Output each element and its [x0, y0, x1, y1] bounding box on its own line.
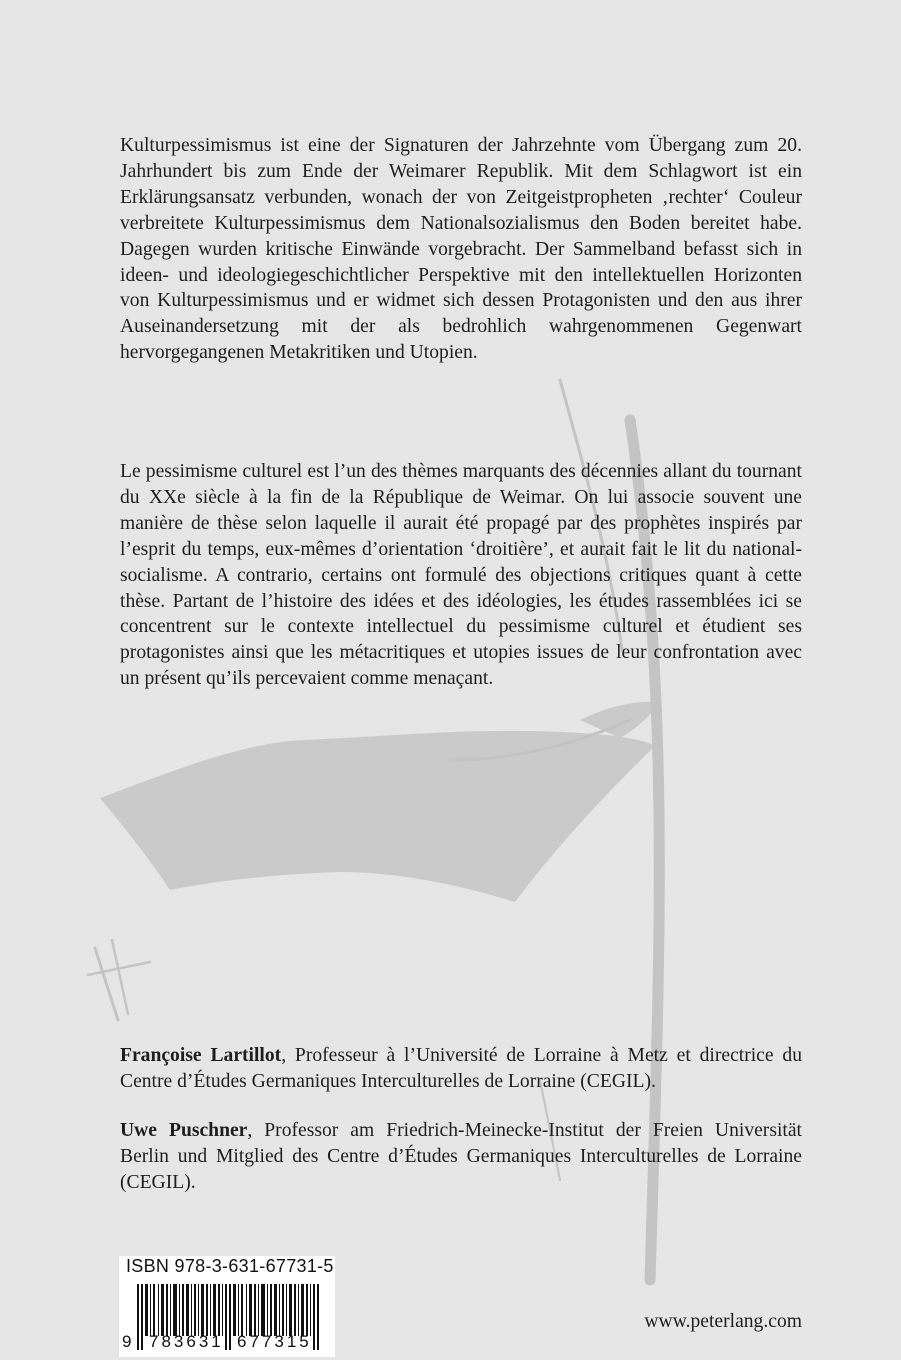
- barcode-first-digit: 9: [122, 1332, 132, 1351]
- art-fragment-large: [100, 731, 655, 902]
- description-french-text: Le pessimisme culturel est l’un des thèmes marquants des décennies allant du tournant du XXe siècle à la fin de la République de Weimar. On lui associe souvent une manière de thèse selon laquelle il aurait été propagé par des prophètes inspirés par l’esprit du temps, eux-mêmes d’orientation ‘droitière’, et aurait fait le lit du national-socialisme. A contrario, certains ont formulé des objections critiques quant à cette thèse. Partant de l’histoire des idées et des idéologies, les études rassemblées ici se concentrent sur le contexte intellectuel du pessimisme culturel et étudient ses protagonistes ainsi que les métacritiques et utopies issues de leur confrontation avec un présent qu’ils percevaient comme menaçant.: [120, 461, 802, 690]
- editor-name-1: Françoise Lartillot: [120, 1045, 282, 1066]
- description-german-text: Kulturpessimismus ist eine der Signaturen der Jahrzehnte vom Übergang zum 20. Jahrhundert bis zum Ende der Weimarer Republik. Mit dem Schlagwort ist ein Erklärungsansatz verbunden, wonach der von Zeitgeistpropheten ‚rechter‘ Couleur verbreitete Kulturpessimismus dem Nationalsozialismus den Boden bereitet habe. Dagegen wurden kritische Einwände vorgebracht. Der Sammelband befasst sich in ideen- und ideologiegeschichtlicher Perspektive mit den intellektuellen Horizonten von Kulturpessimismus und er widmet sich dessen Protagonisten und den aus ihrer Auseinandersetzung mit der als bedrohlich wahrgenommenen Gegenwart hervorgegangenen Metakritiken und Utopien.: [120, 135, 802, 364]
- description-french: [120, 459, 802, 692]
- barcode-left-group: 783631: [149, 1332, 224, 1351]
- isbn-label: ISBN 978-3-631-67731-5: [126, 1256, 334, 1276]
- art-scratch-1: [95, 948, 118, 1020]
- publisher-website[interactable]: www.peterlang.com: [644, 1311, 802, 1332]
- art-scratch-2: [112, 940, 128, 1014]
- editor-bio-text-1: , Professeur à l’Université de Lorraine à Metz et directrice du Centre d’Études Germaniques Interculturelles de Lorraine (CEGIL).: [120, 1045, 802, 1092]
- editor-bio-2: [120, 1118, 802, 1196]
- art-fragment-tip: [580, 702, 660, 738]
- description-german: [120, 133, 802, 366]
- isbn-barcode-box: [119, 1256, 335, 1357]
- editor-name-2: Uwe Puschner: [120, 1120, 248, 1141]
- editor-bio-text-2: , Professor am Friedrich-Meinecke-Institut der Freien Universität Berlin und Mitglied des Centre d’Études Germaniques Interculturelles de Lorraine (CEGIL).: [120, 1120, 802, 1193]
- barcode-right-group: 677315: [237, 1332, 312, 1351]
- editor-bio-1: [120, 1043, 802, 1095]
